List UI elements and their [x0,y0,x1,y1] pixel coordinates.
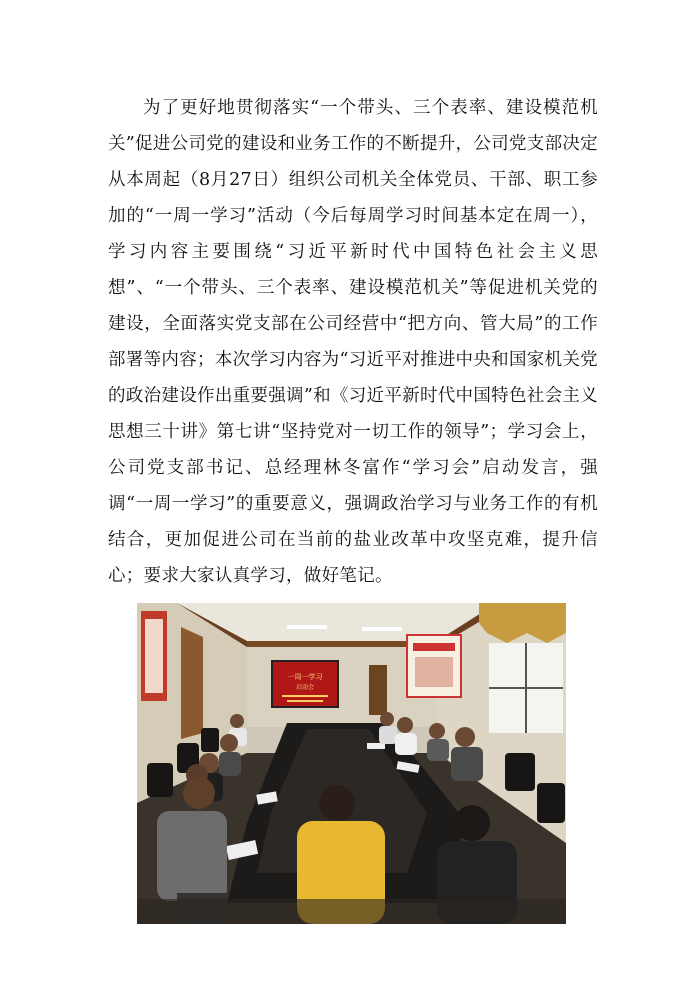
meeting-photo [137,603,566,924]
screen-subtitle: 启动会 [295,684,315,691]
body-paragraph: 为了更好地贯彻落实“一个带头、三个表率、建设模范机关”促进公司党的建设和业务工作的不断提升，公司党支部决定从本周起（8月27日）组织公司机关全体党员、干部、职工参加的“一周一学习”活动（今后每周学习时间基本定在周一），学习内容主要围绕“习近平新时代中国特色社会主义思想”、“一个带头、三个表率、建设模范机关”等促进机关党的建设，全面落实党支部在公司经营中“把方向、管大局”的工作部署等内容；本次学习内容为“习近平对推进中央和国家机关党的政治建设作出重要强调”和《习近平新时代中国特色社会主义思想三十讲》第七讲“坚持党对一切工作的领导”；学习会上，公司党支部书记、总经理林冬富作“学习会”启动发言，强调“一周一学习”的重要意义，强调政治学习与业务工作的有机结合，更加促进公司在当前的盐业改革中攻坚克难，提升信心；要求大家认真学习，做好笔记。 [108,98,598,586]
screen-title: 一周一学习 [287,673,323,681]
body-text-block [108,90,598,594]
